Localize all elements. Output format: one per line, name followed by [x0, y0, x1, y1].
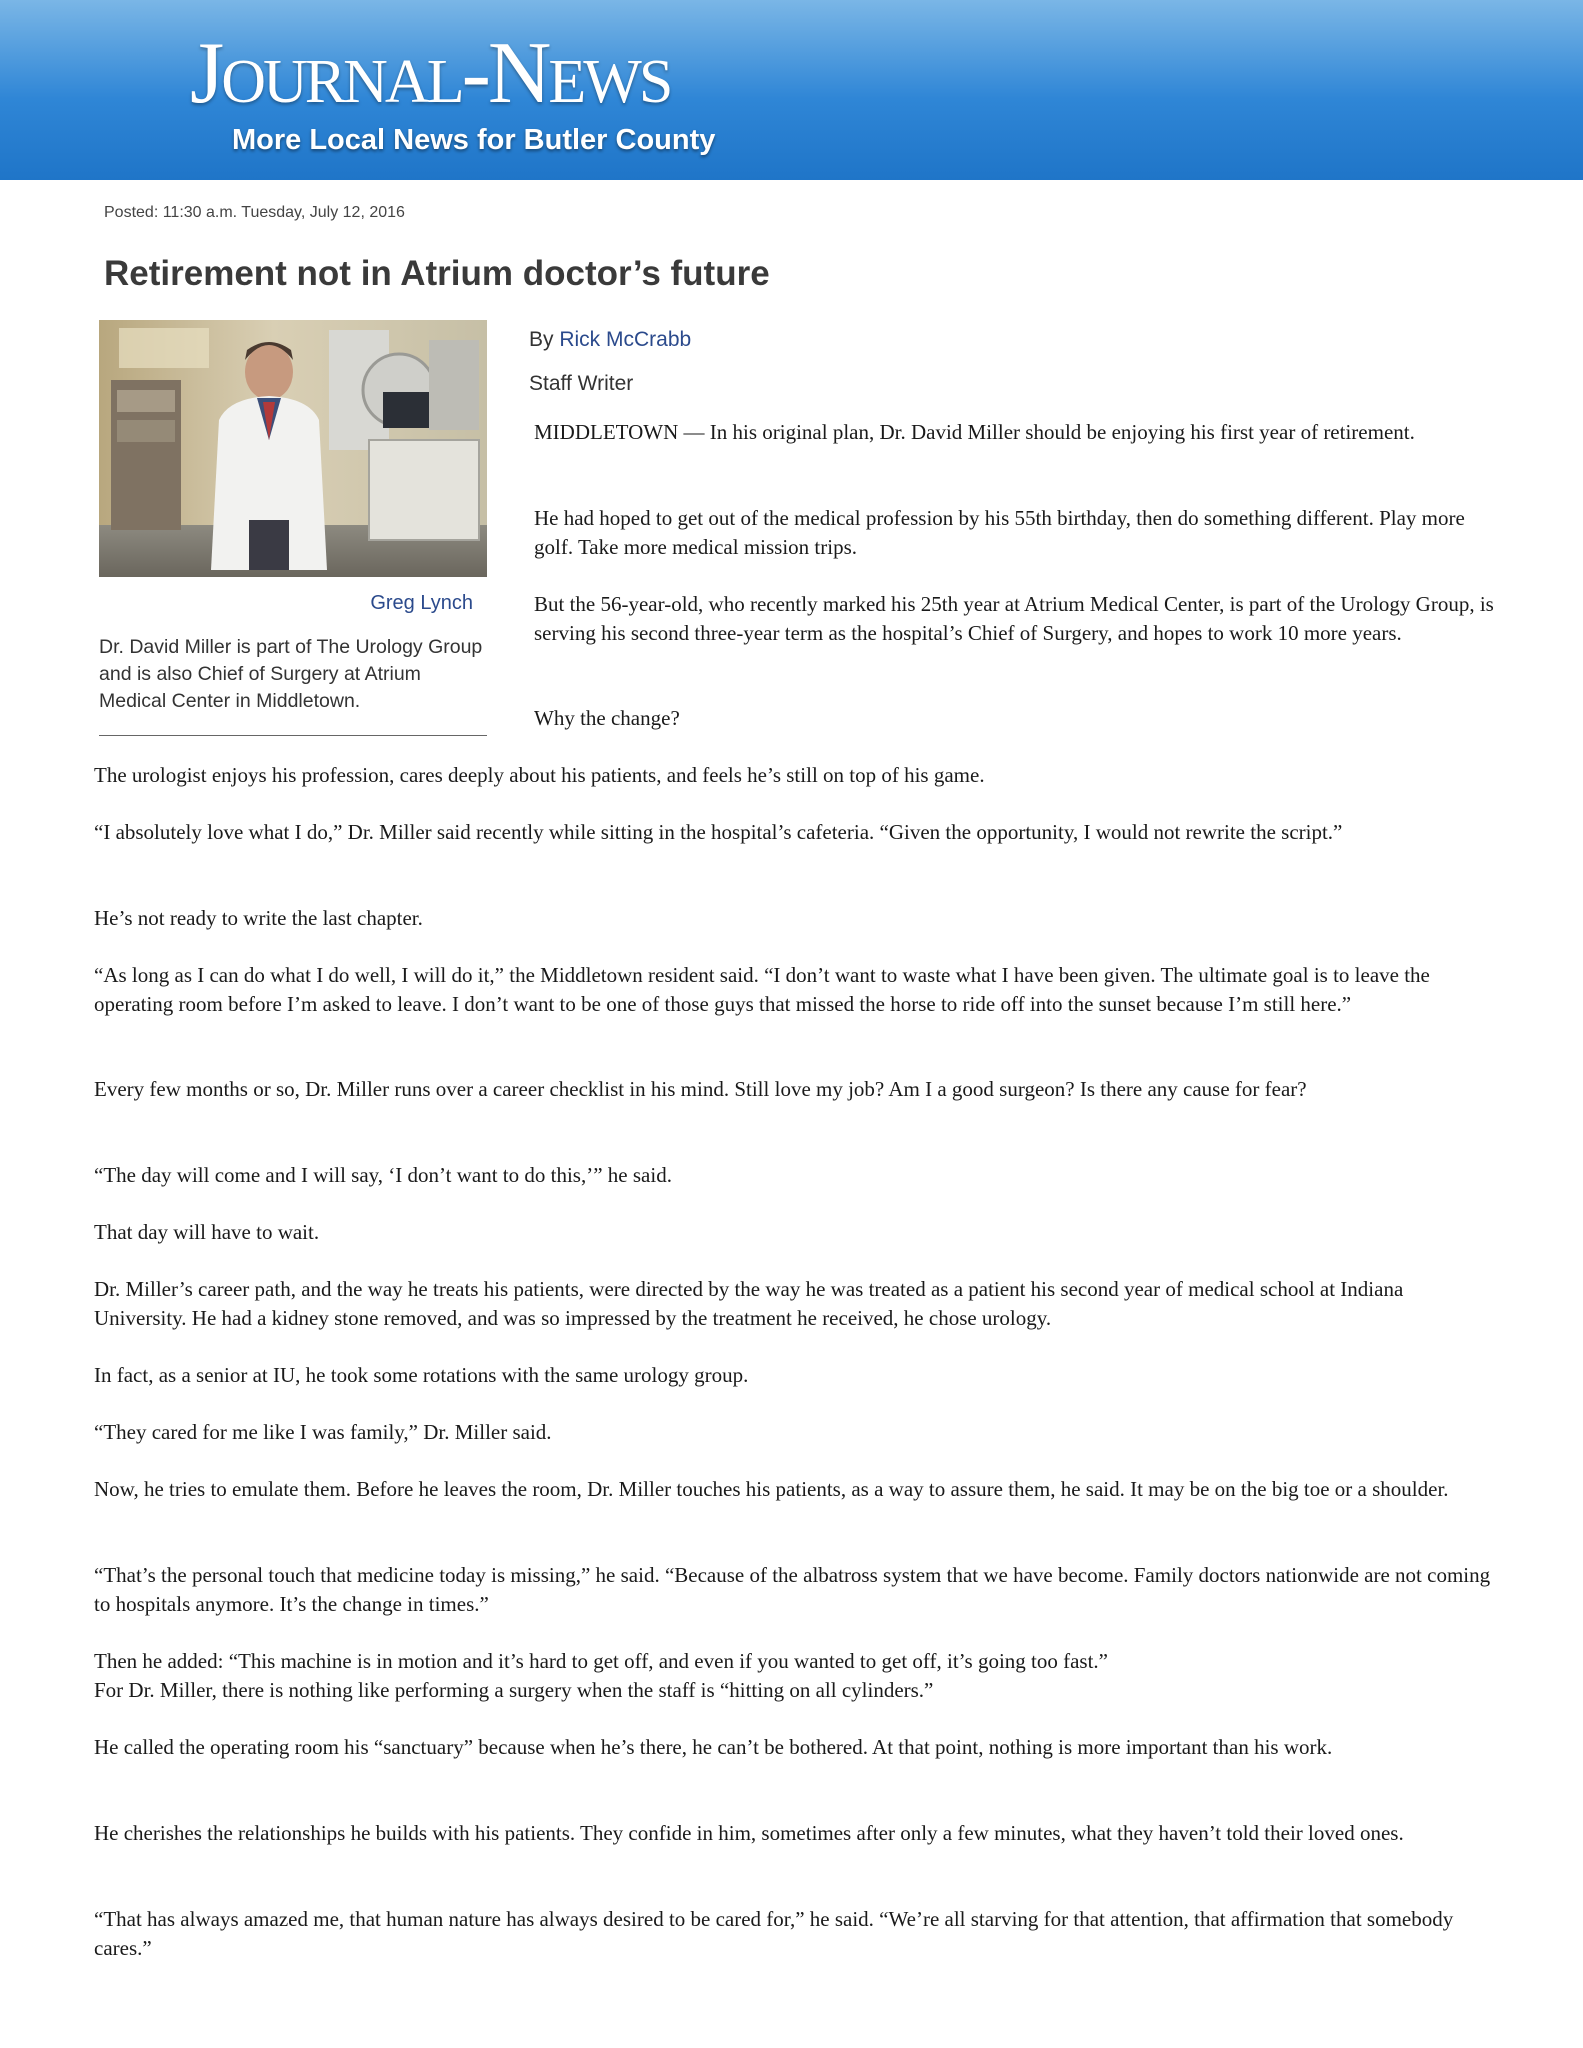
- article-paragraph: He’s not ready to write the last chapter.: [94, 906, 423, 930]
- caption-divider: [99, 735, 487, 736]
- article-paragraph: Every few months or so, Dr. Miller runs over a career checklist in his mind. Still love my job? Am I a good surgeon? Is there any cause for fear?: [94, 1077, 1307, 1101]
- article-paragraph: He cherishes the relationships he builds with his patients. They confide in him, sometimes after only a few minutes, what they haven’t told their loved ones.: [94, 1821, 1404, 1845]
- article-paragraph: “That has always amazed me, that human nature has always desired to be cared for,” he said. “We’re all starving for that attention, that affirmation that somebody cares.”: [94, 1907, 1454, 1960]
- author-link[interactable]: Rick McCrabb: [559, 328, 692, 351]
- article-paragraph: “That’s the personal touch that medicine today is missing,” he said. “Because of the albatross system that we have become. Family doctors nationwide are not coming to hospitals anymore. It’s the change in times.”: [94, 1563, 1491, 1616]
- masthead-tagline: More Local News for Butler County: [232, 124, 716, 156]
- byline: [529, 328, 691, 352]
- article-headline: Retirement not in Atrium doctor’s future: [104, 254, 770, 293]
- author-role: Staff Writer: [529, 372, 634, 395]
- byline-prefix: By: [529, 328, 560, 351]
- article-paragraph: He called the operating room his “sanctuary” because when he’s there, he can’t be bothered. At that point, nothing is more important than his work.: [94, 1735, 1333, 1759]
- article-paragraph: MIDDLETOWN — In his original plan, Dr. David Miller should be enjoying his first year of retirement.: [534, 420, 1415, 444]
- article-paragraph: “The day will come and I will say, ‘I don’t want to do this,’” he said.: [94, 1163, 672, 1187]
- article-paragraph: Now, he tries to emulate them. Before he leaves the room, Dr. Miller touches his patients, as a way to assure them, he said. It may be on the big toe or a shoulder.: [94, 1477, 1449, 1501]
- photo-caption: Dr. David Miller is part of The Urology Group and is also Chief of Surgery at Atrium Medical Center in Middletown.: [99, 636, 483, 712]
- doctor-photo: [99, 320, 487, 577]
- article-paragraph: But the 56-year-old, who recently marked his 25th year at Atrium Medical Center, is part of the Urology Group, is serving his second three-year term as the hospital’s Chief of Surgery, and hopes to work 10 more years.: [534, 592, 1494, 645]
- article-paragraph: “They cared for me like I was family,” Dr. Miller said.: [94, 1420, 552, 1444]
- masthead-banner: [0, 0, 1583, 180]
- posted-timestamp: Posted: 11:30 a.m. Tuesday, July 12, 2016: [104, 204, 405, 221]
- article-paragraph: Then he added: “This machine is in motion and it’s hard to get off, and even if you wanted to get off, it’s going too fast.”: [94, 1649, 1108, 1673]
- article-paragraph: For Dr. Miller, there is nothing like performing a surgery when the staff is “hitting on all cylinders.”: [94, 1678, 934, 1702]
- photo-credit: Greg Lynch: [370, 592, 473, 614]
- article-paragraph: In fact, as a senior at IU, he took some rotations with the same urology group.: [94, 1363, 749, 1387]
- article-paragraph: “As long as I can do what I do well, I will do it,” the Middletown resident said. “I don’t want to waste what I have been given. The ultimate goal is to leave the operating room before I’m asked to leave. I don’t want to be one of those guys that missed the horse to ride off into the sunset because I’m still here.”: [94, 963, 1430, 1016]
- article-paragraph: That day will have to wait.: [94, 1220, 320, 1244]
- article-paragraph: He had hoped to get out of the medical profession by his 55th birthday, then do something different. Play more golf. Take more medical mission trips.: [534, 506, 1465, 559]
- article-paragraph: Why the change?: [534, 706, 680, 730]
- article-paragraph: “I absolutely love what I do,” Dr. Miller said recently while sitting in the hospital’s cafeteria. “Given the opportunity, I would not rewrite the script.”: [94, 820, 1343, 844]
- article-paragraph: Dr. Miller’s career path, and the way he treats his patients, were directed by the way he was treated as a patient his second year of medical school at Indiana University. He had a kidney stone removed, and was so impressed by the treatment he received, he chose urology.: [94, 1277, 1404, 1330]
- masthead-title: Journal-News: [190, 25, 671, 122]
- article-paragraph: The urologist enjoys his profession, cares deeply about his patients, and feels he’s still on top of his game.: [94, 763, 985, 787]
